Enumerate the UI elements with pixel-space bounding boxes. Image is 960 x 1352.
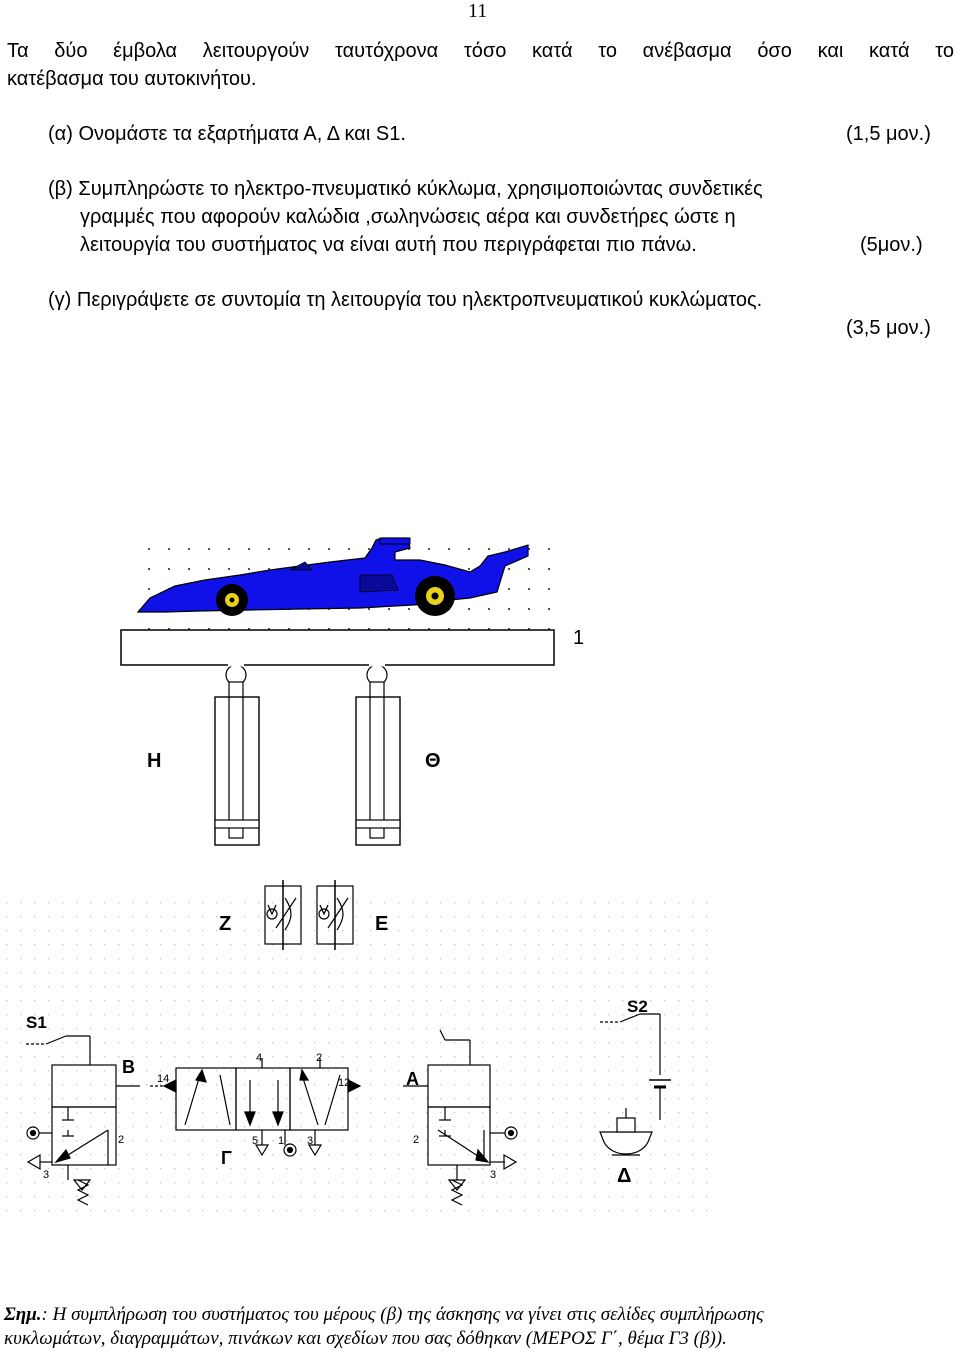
cylinder-left [215, 665, 259, 845]
valve-g-port-1: 1 [278, 1135, 285, 1147]
footnote-line-1 [4, 1302, 764, 1328]
car-rear-wheel [415, 576, 455, 616]
question-b-points: (5μον.) [860, 234, 923, 256]
valve-g-port-3: 3 [307, 1135, 314, 1147]
question-c-points: (3,5 μον.) [846, 317, 931, 339]
intro-line-2: κατέβασμα του αυτοκινήτου. [7, 68, 257, 90]
question-c-text: (γ) Περιγράψετε σε συντομία τη λειτουργία του ηλεκτροπνευματικού κυκλώματος. [48, 289, 763, 311]
car-airbox [380, 538, 410, 544]
lift-platform [121, 630, 554, 665]
cylinder-right [356, 665, 400, 845]
page-number: 11 [468, 0, 488, 22]
valve-b-label: Β [122, 1057, 135, 1077]
valve-g-port-12: 12 [338, 1077, 351, 1089]
cylinder-right-label: Θ [425, 750, 441, 772]
intro-line-1: Τα δύο έμβολα λειτουργούν ταυτόχρονα τόσο κατά το ανέβασμα όσο και κατά το [7, 40, 954, 62]
car-front-wheel [216, 584, 248, 616]
valve-a-port-2: 2 [413, 1134, 420, 1146]
valve-g-port-2: 2 [316, 1052, 323, 1064]
valve-a-label: Α [406, 1069, 419, 1089]
buzzer-label: Δ [617, 1165, 632, 1187]
valve-g-port-14: 14 [157, 1073, 170, 1085]
car-cockpit [360, 575, 398, 592]
switch-s1-label: S1 [26, 1013, 47, 1032]
footnote-lead: Σημ. [4, 1304, 42, 1325]
footnote-line-2: κυκλωμάτων, διαγραμμάτων, πινάκων και σχεδίων που σας δόθηκαν (ΜΕΡΟΣ Γ΄, θέμα Γ3 (β)). [4, 1328, 727, 1349]
question-a-text: (α) Ονομάστε τα εξαρτήματα Α, Δ και S1. [48, 123, 406, 145]
valve-b-port-3: 3 [43, 1169, 50, 1181]
valve-b-port-2: 2 [118, 1134, 125, 1146]
question-b-line-1: (β) Συμπληρώστε το ηλεκτρο-πνευματικό κύκλωμα, χρησιμοποιώντας συνδετικές [48, 178, 763, 200]
footnote-line-1-text: : Η συμπλήρωση του συστήματος του μέρους (β) της άσκησης να γίνει στις σελίδες συμπλήρωσης [41, 1304, 764, 1325]
question-a-points: (1,5 μον.) [846, 123, 931, 145]
cylinder-left-label: Η [147, 750, 162, 772]
flow-left-label: Ζ [219, 913, 232, 935]
switch-s2-label: S2 [627, 997, 648, 1016]
valve-g-label: Γ [221, 1148, 232, 1168]
question-b-line-3: λειτουργία του συστήματος να είναι αυτή που περιγράφεται πιο πάνω. [80, 234, 697, 256]
valve-g-port-4: 4 [256, 1052, 263, 1064]
flow-right-label: Ε [375, 913, 389, 935]
valve-g-port-5: 5 [252, 1135, 259, 1147]
valve-a-port-3: 3 [490, 1169, 497, 1181]
platform-label: 1 [573, 627, 585, 649]
question-b-line-2: γραμμές που αφορούν καλώδια ,σωληνώσεις αέρα και συνδετήρες ώστε η [80, 206, 736, 228]
